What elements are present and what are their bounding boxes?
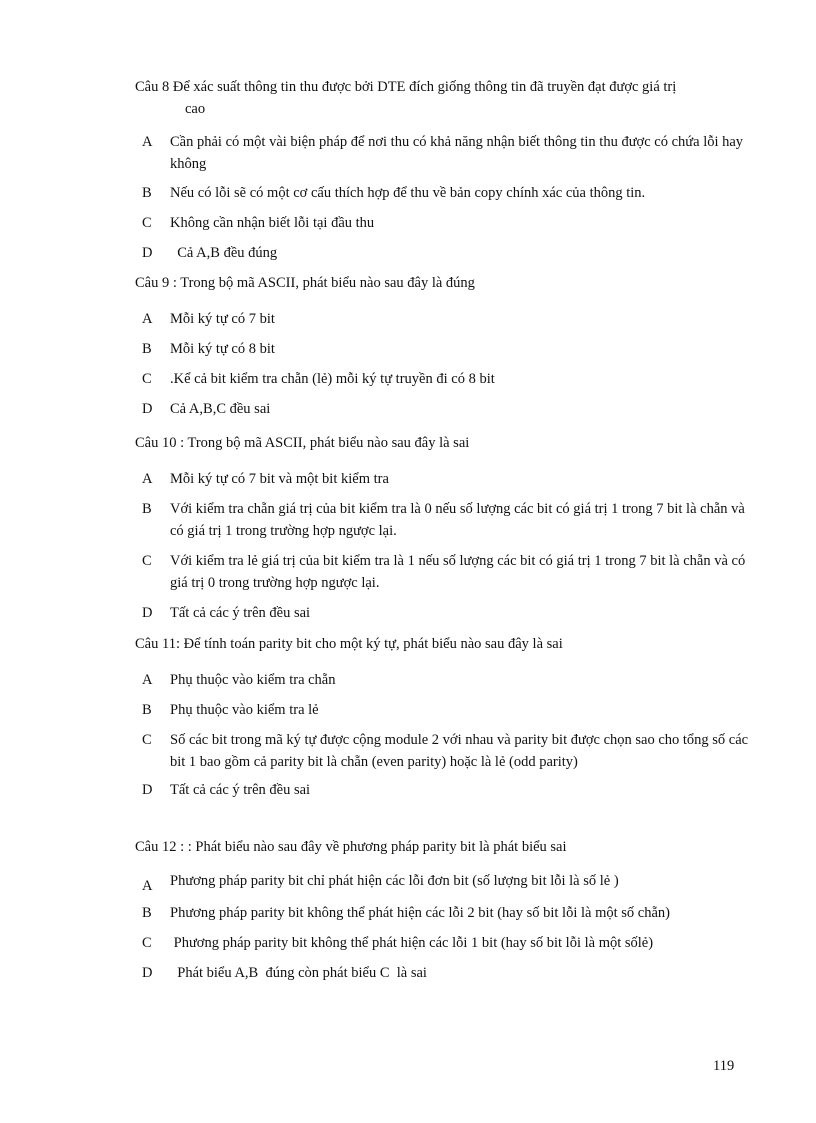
option-text: Cần phải có một vài biện pháp để nơi thu có khả năng nhận biết thông tin thu được có chứa lỗi hay không [170,134,744,172]
option-text: Phụ thuộc vào kiểm tra chẵn [170,672,336,688]
option-letter: C [142,935,152,951]
option-text: Phương pháp parity bit không thể phát hiện các lỗi 2 bit (hay số bit lỗi là một số chẵn) [170,905,670,921]
question-9 [135,272,755,294]
question-10-option-a [142,468,762,490]
question-9-option-b [142,338,762,360]
option-letter: D [142,605,153,621]
option-letter: B [142,341,152,357]
question-11-option-c [142,729,762,773]
question-text-continued: cao [185,101,206,117]
option-text: Với kiểm tra chẵn giá trị của bit kiểm tra là 0 nếu số lượng các bit có giá trị 1 trong 7 bit là chẵn và có giá trị 1 trong trường hợp ngược lại. [170,501,745,539]
option-letter: B [142,185,152,201]
option-text: Cả A,B,C đều sai [170,401,271,417]
question-9-option-c [142,368,762,390]
option-text: Mỗi ký tự có 8 bit [170,341,275,357]
option-text: Mỗi ký tự có 7 bit và một bit kiểm tra [170,471,389,487]
option-letter: A [142,311,153,327]
question-8-option-d [142,242,762,264]
question-text: Câu 11: Để tính toán parity bit cho một ký tự, phát biểu nào sau đây là sai [135,636,563,652]
option-letter: D [142,245,153,261]
option-text: Nếu có lỗi sẽ có một cơ cấu thích hợp để thu về bản copy chính xác của thông tin. [170,185,646,201]
question-8-option-b [142,182,762,204]
question-11-option-d [142,779,762,801]
option-letter: B [142,905,152,921]
option-text: Phương pháp parity bit không thể phát hiện các lỗi 1 bit (hay số bit lỗi là một sốlẻ) [170,935,654,951]
question-8-option-c [142,212,762,234]
option-letter: C [142,553,152,569]
option-letter: D [142,965,153,981]
option-letter: D [142,782,153,798]
option-letter: A [142,471,153,487]
option-letter: A [142,878,153,894]
question-9-option-d [142,398,762,420]
option-text: Phát biểu A,B đúng còn phát biểu C là sai [170,965,427,981]
option-text: Cả A,B đều đúng [170,245,278,261]
option-text: Không cần nhận biết lỗi tại đầu thu [170,215,375,231]
option-letter: A [142,672,153,688]
question-10-option-b [142,498,762,542]
question-12-option-c [142,932,762,954]
option-text: Tất cả các ý trên đều sai [170,605,311,621]
option-letter: C [142,732,152,748]
question-8 [135,76,755,120]
question-text: Câu 12 : : Phát biểu nào sau đây về phương pháp parity bit là phát biểu sai [135,839,567,855]
question-12 [135,836,755,858]
question-12-option-b [142,902,762,924]
option-text: Phụ thuộc vào kiểm tra lẻ [170,702,319,718]
option-letter: C [142,215,152,231]
option-text: Mỗi ký tự có 7 bit [170,311,275,327]
option-text: Số các bit trong mã ký tự được cộng module 2 với nhau và parity bit được chọn sao cho tổng số các bit 1 bao gồm cả parity bit là chẵn (even parity) hoặc là lẻ (odd parity) [170,732,749,770]
question-11-option-a [142,669,762,691]
option-letter: B [142,501,152,517]
option-text: Phương pháp parity bit chỉ phát hiện các lỗi đơn bit (số lượng bit lỗi là số lẻ ) [170,873,619,889]
option-letter: D [142,401,153,417]
option-text: Với kiểm tra lẻ giá trị của bit kiểm tra là 1 nếu số lượng các bit có giá trị 1 trong 7 bit là chẵn và có giá trị 0 trong trường hợp ngược lại. [170,553,746,591]
question-8-option-a [142,131,762,175]
option-text: Tất cả các ý trên đều sai [170,782,311,798]
option-text: .Kể cả bit kiểm tra chẵn (lẻ) mỗi ký tự truyền đi có 8 bit [170,371,495,387]
option-letter: B [142,702,152,718]
question-12-option-a [142,870,762,892]
question-11 [135,633,755,655]
question-10-option-c [142,550,762,594]
page-number: 119 [713,1058,735,1074]
option-letter: C [142,371,152,387]
question-text: Câu 8 Để xác suất thông tin thu được bởi DTE đích giống thông tin đã truyền đạt được giá trị [135,79,677,95]
question-12-option-d [142,962,762,984]
option-letter: A [142,134,153,150]
question-text: Câu 10 : Trong bộ mã ASCII, phát biểu nào sau đây là sai [135,435,470,451]
question-9-option-a [142,308,762,330]
question-11-option-b [142,699,762,721]
question-10-option-d [142,602,762,624]
question-10 [135,432,755,454]
question-text: Câu 9 : Trong bộ mã ASCII, phát biểu nào sau đây là đúng [135,275,475,291]
